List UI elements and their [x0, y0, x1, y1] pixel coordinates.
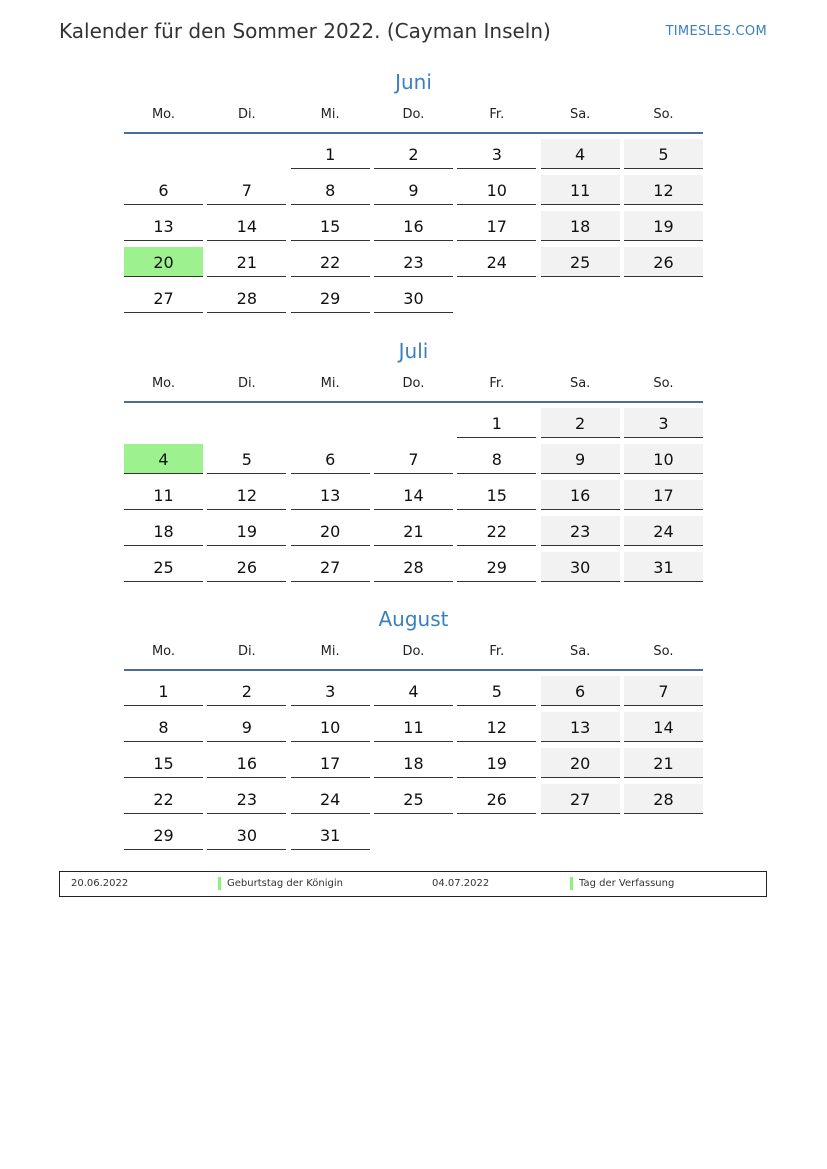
header-divider [124, 401, 703, 403]
weekday-label: Fr. [489, 376, 505, 391]
day-cell: 19 [457, 748, 536, 778]
day-cell: 31 [291, 820, 370, 850]
day-cell: 7 [207, 175, 286, 205]
week-row [124, 247, 703, 278]
day-cell: 1 [291, 139, 370, 169]
weekday-header [124, 644, 703, 662]
weekday-label: Mo. [151, 644, 176, 659]
day-cell: 9 [374, 175, 453, 205]
day-cell: 25 [374, 784, 453, 814]
weekday-label: Mi. [320, 107, 340, 122]
week-row [124, 748, 703, 779]
day-cell: 25 [124, 552, 203, 582]
day-cell: 3 [624, 408, 703, 438]
day-cell: 22 [457, 516, 536, 546]
day-cell: 17 [457, 211, 536, 241]
day-cell: 4 [374, 676, 453, 706]
empty-cell [457, 283, 536, 312]
month-juli [124, 339, 703, 583]
day-cell: 22 [291, 247, 370, 277]
week-row [124, 552, 703, 583]
week-row [124, 784, 703, 815]
header-divider [124, 132, 703, 134]
brand-link[interactable]: TIMESLES.COM [665, 24, 767, 39]
day-cell: 16 [541, 480, 620, 510]
empty-cell [624, 820, 703, 849]
day-cell: 29 [124, 820, 203, 850]
day-cell: 24 [624, 516, 703, 546]
weekday-label: Do. [402, 107, 425, 122]
week-row [124, 444, 703, 475]
day-cell: 12 [624, 175, 703, 205]
day-cell: 12 [207, 480, 286, 510]
day-cell: 26 [457, 784, 536, 814]
day-cell: 29 [457, 552, 536, 582]
week-row [124, 676, 703, 707]
week-row [124, 139, 703, 170]
day-cell: 15 [291, 211, 370, 241]
day-cell: 23 [541, 516, 620, 546]
day-cell: 1 [124, 676, 203, 706]
day-cell: 29 [291, 283, 370, 313]
day-cell: 3 [291, 676, 370, 706]
month-august [124, 607, 703, 851]
week-row [124, 283, 703, 314]
day-cell: 14 [624, 712, 703, 742]
day-cell: 18 [541, 211, 620, 241]
header-divider [124, 669, 703, 671]
day-cell: 7 [624, 676, 703, 706]
day-cell: 21 [374, 516, 453, 546]
day-cell: 24 [291, 784, 370, 814]
week-row [124, 480, 703, 511]
week-row [124, 516, 703, 547]
day-cell: 4 [541, 139, 620, 169]
day-cell: 10 [457, 175, 536, 205]
empty-cell [374, 820, 453, 849]
month-juni [124, 70, 703, 314]
day-cell: 30 [207, 820, 286, 850]
day-cell: 6 [291, 444, 370, 474]
day-cell: 11 [541, 175, 620, 205]
legend-name-2: Tag der Verfassung [579, 878, 675, 889]
day-cell: 24 [457, 247, 536, 277]
day-cell: 27 [541, 784, 620, 814]
weekday-label: Sa. [569, 107, 591, 122]
day-cell: 12 [457, 712, 536, 742]
month-title: Juli [398, 339, 429, 363]
day-cell: 15 [124, 748, 203, 778]
day-cell: 1 [457, 408, 536, 438]
day-cell: 25 [541, 247, 620, 277]
day-cell: 18 [124, 516, 203, 546]
day-cell: 27 [124, 283, 203, 313]
weekday-label: Mo. [151, 376, 176, 391]
weekday-label: Di. [237, 107, 256, 122]
day-cell: 22 [124, 784, 203, 814]
empty-cell [207, 139, 286, 168]
weekday-label: Mo. [151, 107, 176, 122]
weekday-label: So. [653, 644, 674, 659]
weekday-label: Mi. [320, 376, 340, 391]
empty-cell [291, 408, 370, 437]
empty-cell [374, 408, 453, 437]
day-cell: 31 [624, 552, 703, 582]
weekday-label: Mi. [320, 644, 340, 659]
day-cell: 5 [624, 139, 703, 169]
day-cell: 21 [624, 748, 703, 778]
day-cell: 30 [541, 552, 620, 582]
legend-date-2: 04.07.2022 [432, 878, 490, 889]
day-cell: 8 [124, 712, 203, 742]
week-row [124, 211, 703, 242]
day-cell: 28 [374, 552, 453, 582]
empty-cell [541, 820, 620, 849]
day-cell: 13 [291, 480, 370, 510]
day-cell: 6 [541, 676, 620, 706]
empty-cell [624, 283, 703, 312]
day-cell: 28 [207, 283, 286, 313]
day-cell: 6 [124, 175, 203, 205]
weekday-header [124, 107, 703, 125]
day-cell: 5 [457, 676, 536, 706]
day-cell: 13 [124, 211, 203, 241]
weekday-label: Do. [402, 376, 425, 391]
day-cell: 23 [374, 247, 453, 277]
day-cell: 10 [291, 712, 370, 742]
day-cell: 16 [374, 211, 453, 241]
empty-cell [124, 408, 203, 437]
month-title: Juni [395, 70, 432, 94]
holiday-day-cell: 20 [124, 247, 203, 277]
day-cell: 7 [374, 444, 453, 474]
day-cell: 17 [624, 480, 703, 510]
week-row [124, 712, 703, 743]
day-cell: 5 [207, 444, 286, 474]
day-cell: 2 [541, 408, 620, 438]
day-cell: 11 [124, 480, 203, 510]
week-row [124, 408, 703, 439]
day-cell: 17 [291, 748, 370, 778]
day-cell: 8 [457, 444, 536, 474]
weekday-label: So. [653, 107, 674, 122]
day-cell: 16 [207, 748, 286, 778]
day-cell: 28 [624, 784, 703, 814]
weekday-label: So. [653, 376, 674, 391]
empty-cell [541, 283, 620, 312]
day-cell: 15 [457, 480, 536, 510]
day-cell: 2 [207, 676, 286, 706]
day-cell: 27 [291, 552, 370, 582]
day-cell: 21 [207, 247, 286, 277]
day-cell: 3 [457, 139, 536, 169]
empty-cell [207, 408, 286, 437]
week-row [124, 175, 703, 206]
day-cell: 9 [541, 444, 620, 474]
day-cell: 11 [374, 712, 453, 742]
day-cell: 26 [624, 247, 703, 277]
day-cell: 10 [624, 444, 703, 474]
weekday-label: Sa. [569, 376, 591, 391]
weekday-label: Fr. [489, 644, 505, 659]
day-cell: 23 [207, 784, 286, 814]
weekday-label: Sa. [569, 644, 591, 659]
weekday-label: Fr. [489, 107, 505, 122]
week-row [124, 820, 703, 851]
empty-cell [124, 139, 203, 168]
day-cell: 19 [207, 516, 286, 546]
legend-marker-2 [570, 877, 573, 890]
day-cell: 8 [291, 175, 370, 205]
day-cell: 20 [291, 516, 370, 546]
holiday-day-cell: 4 [124, 444, 203, 474]
day-cell: 19 [624, 211, 703, 241]
weekday-label: Di. [237, 644, 256, 659]
weekday-label: Di. [237, 376, 256, 391]
day-cell: 13 [541, 712, 620, 742]
legend-marker-1 [218, 877, 221, 890]
month-title: August [378, 607, 449, 631]
day-cell: 20 [541, 748, 620, 778]
legend-name-1: Geburtstag der Königin [227, 878, 343, 889]
day-cell: 18 [374, 748, 453, 778]
weekday-label: Do. [402, 644, 425, 659]
holiday-legend [59, 871, 767, 897]
day-cell: 14 [374, 480, 453, 510]
day-cell: 2 [374, 139, 453, 169]
legend-date-1: 20.06.2022 [71, 878, 129, 889]
page-title: Kalender für den Sommer 2022. (Cayman Inseln) [59, 19, 551, 43]
day-cell: 26 [207, 552, 286, 582]
empty-cell [457, 820, 536, 849]
day-cell: 30 [374, 283, 453, 313]
day-cell: 14 [207, 211, 286, 241]
weekday-header [124, 376, 703, 394]
day-cell: 9 [207, 712, 286, 742]
